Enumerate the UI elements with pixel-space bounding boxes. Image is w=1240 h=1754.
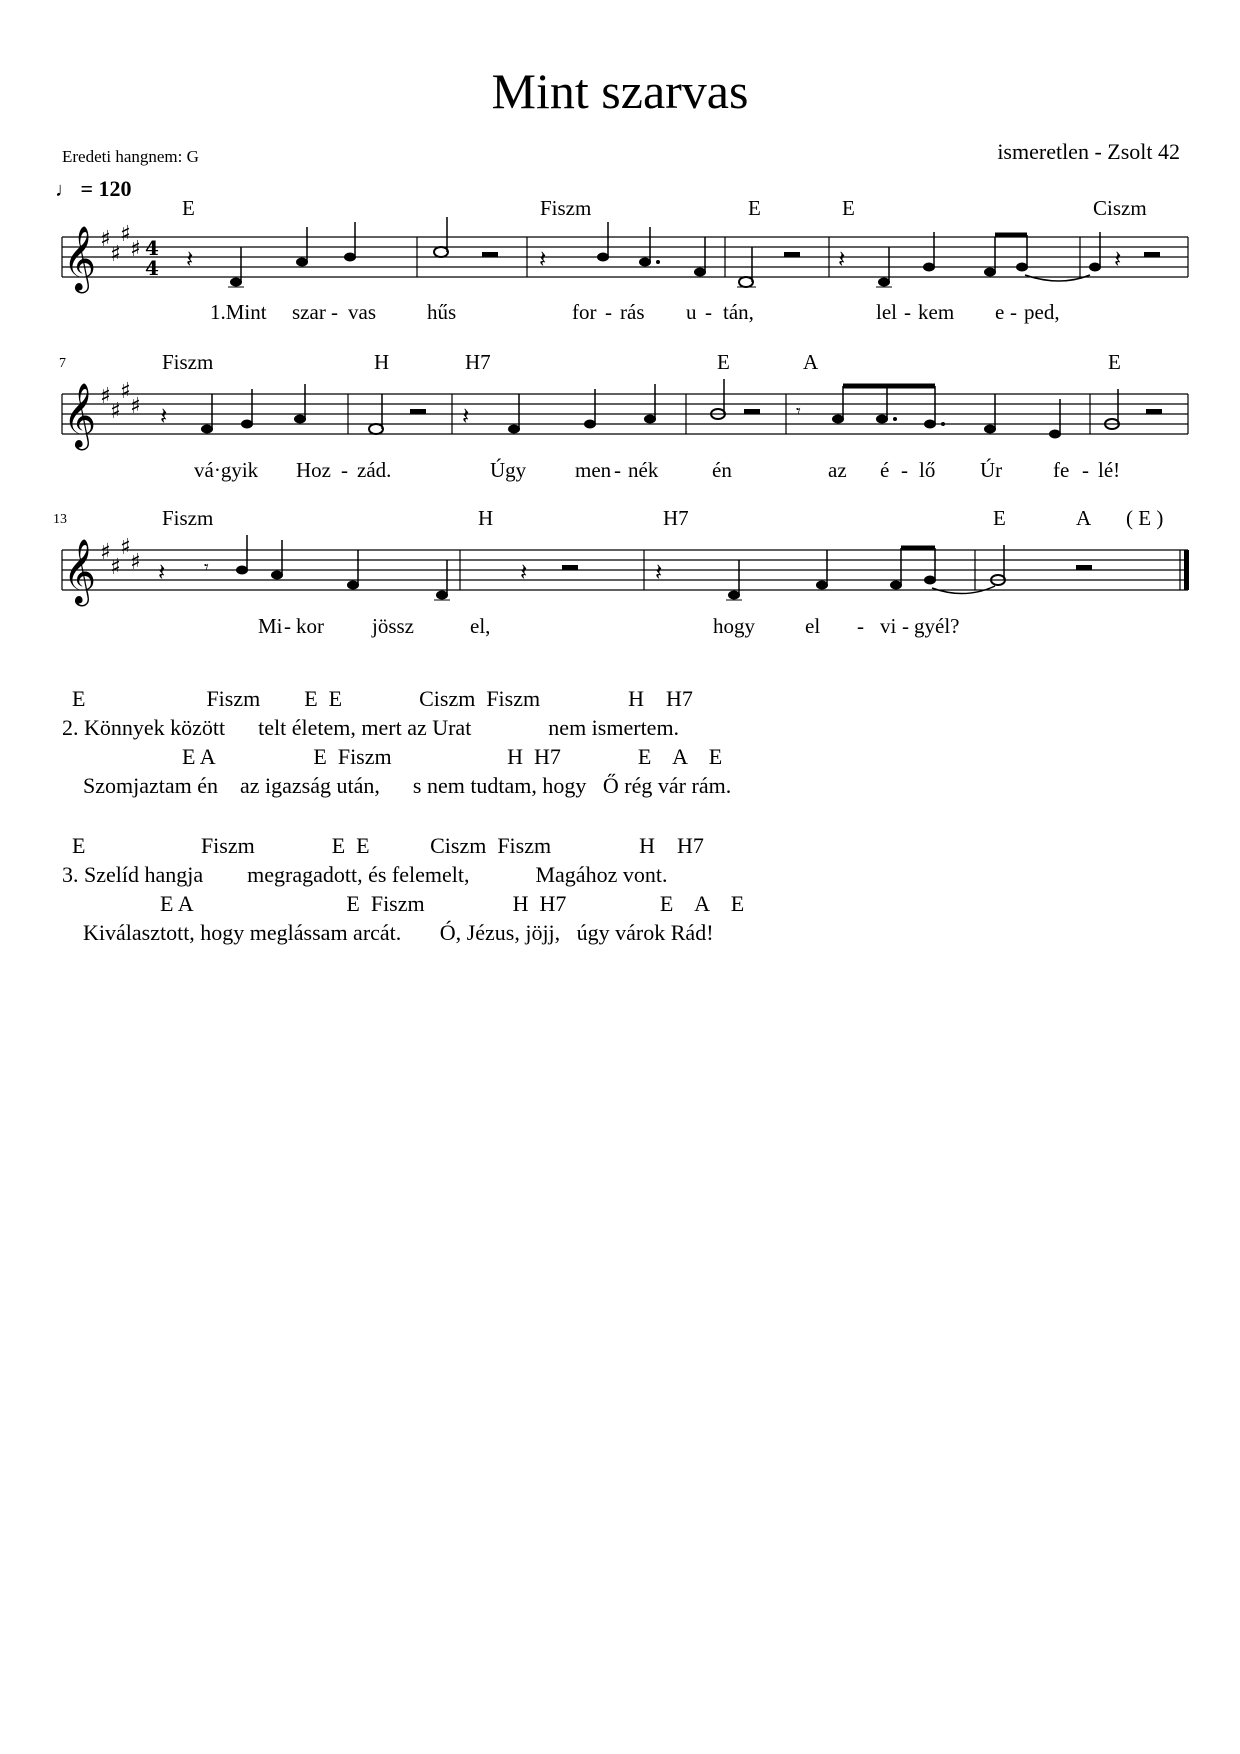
final-barline [1184,550,1189,590]
lyric-row [0,458,1240,488]
key-signature-sharps [100,379,141,424]
svg-text:♯: ♯ [130,237,141,262]
svg-text:♯: ♯ [110,555,121,580]
lyric-syllable: men [575,458,612,482]
svg-text:𝄽: 𝄽 [520,558,528,586]
svg-text:♯: ♯ [120,379,131,404]
lyric-syllable: lé! [1098,458,1121,482]
lyric-hyphen: - [341,458,348,482]
lyric-syllable: Úr [980,458,1003,482]
verse-chord-line: E A E Fiszm H H7 E A E [72,744,723,769]
lyric-syllable: az [828,458,847,482]
lyric-hyphen: - [284,614,291,638]
verse-chord-line: E Fiszm E E Ciszm Fiszm H H7 [72,833,704,858]
svg-text:♯: ♯ [120,222,131,247]
chord-symbol: H7 [465,350,491,374]
lyric-syllable: u [686,300,697,324]
tempo-value: = 120 [80,176,132,201]
lyric-syllable: for [572,300,597,324]
lyric-hyphen: - [857,614,864,638]
lyric-hyphen: - [1082,458,1089,482]
lyric-hyphen: - [614,458,621,482]
chord-symbol: H7 [663,506,689,530]
verse-lyric-line: 3. Szelíd hangja megragadott, és felemelt, Magához vont. [62,862,668,887]
lyric-row [0,614,1240,644]
svg-text:♯: ♯ [120,535,131,560]
lyric-hyphen: - [1010,300,1017,324]
key-signature-sharps [100,535,141,580]
lyric-syllable: jössz [372,614,414,638]
svg-text:𝄽: 𝄽 [655,558,663,586]
chord-symbol: E [748,196,761,220]
lyric-syllable: gyél? [914,614,960,638]
lyric-syllable: 1.Mint [210,300,267,324]
svg-text:𝄽: 𝄽 [1114,245,1122,273]
chord-symbol: Fiszm [162,506,214,530]
lyric-syllable: én [712,458,732,482]
svg-text:4: 4 [145,256,159,280]
chord-symbol: E [1108,350,1121,374]
staff-1 [0,215,1240,305]
svg-text:♯: ♯ [100,540,111,565]
lyric-syllable: el, [470,614,491,638]
staff-2 [0,372,1240,462]
svg-text:𝄽: 𝄽 [462,402,470,430]
chord-symbol: E [182,196,195,220]
lyric-syllable: kor [296,614,324,638]
lyric-syllable: ped, [1024,300,1060,324]
treble-clef-icon: 𝄞 [63,226,97,291]
lyric-hyphen: - [331,300,338,324]
chord-symbol: Ciszm [1093,196,1147,220]
svg-text:♯: ♯ [100,227,111,252]
svg-text:𝄽: 𝄽 [158,558,166,586]
song-title: Mint szarvas [491,63,749,119]
lyric-syllable: hűs [427,300,457,324]
notes [160,379,1162,439]
lyric-row [0,300,1240,330]
key-signature-sharps [100,222,141,267]
treble-clef-icon: 𝄞 [63,383,97,448]
lyric-syllable: nék [628,458,659,482]
lyric-syllable: hogy [713,614,755,638]
chord-symbol: E [717,350,730,374]
verse-chord-line: E Fiszm E E Ciszm Fiszm H H7 [72,686,693,711]
chord-symbol: ( E ) [1126,506,1164,530]
lyric-hyphen: - [902,614,909,638]
lyric-syllable: fe [1053,458,1070,482]
svg-text:𝄽: 𝄽 [186,245,194,273]
svg-text:4: 4 [145,236,159,260]
chord-symbol: H [374,350,390,374]
lyric-syllable: lel [876,300,897,324]
original-key: Eredeti hangnem: G [62,147,199,166]
lyric-syllable: Hoz [296,458,331,482]
svg-text:♯: ♯ [130,394,141,419]
svg-text:𝄽: 𝄽 [539,245,547,273]
verse-lyric-line: Szomjaztam én az igazság után, s nem tudtam, hogy Ő rég vár rám. [72,773,732,798]
lyric-syllable: szar [292,300,326,324]
quarter-note-icon: ♩ [55,179,75,201]
chord-symbol: A [1076,506,1092,530]
verse-chord-line: E A E Fiszm H H7 E A E [72,891,745,916]
lyric-syllable: é [880,458,890,482]
lyric-syllable: vi [880,614,897,638]
verse-lyric-line: 2. Könnyek között telt életem, mert az Urat nem ismertem. [62,715,680,740]
lyric-syllable: Mi [258,614,283,638]
lyric-syllable: tán, [723,300,754,324]
svg-text:♯: ♯ [110,399,121,424]
svg-text:♯: ♯ [110,242,121,267]
svg-text:𝄾: 𝄾 [796,401,801,422]
lyric-syllable: Úgy [490,458,527,482]
svg-text:♯: ♯ [130,550,141,575]
lyric-hyphen: - [605,300,612,324]
treble-clef-icon: 𝄞 [63,539,97,604]
svg-text:𝄽: 𝄽 [838,245,846,273]
svg-text:𝄽: 𝄽 [160,402,168,430]
staff-3 [0,528,1240,618]
measure-number: 13 [53,512,67,527]
lyric-syllable: vas [348,300,376,324]
svg-text:𝄾: 𝄾 [204,557,209,578]
lyric-hyphen: - [904,300,911,324]
chord-symbol: Fiszm [162,350,214,374]
lyric-syllable: rás [620,300,645,324]
verse-lyric-line: Kiválasztott, hogy meglássam arcát. Ó, Jézus, jöjj, úgy várok Rád! [72,920,714,945]
chord-symbol: E [993,506,1006,530]
lyric-hyphen: - [705,300,712,324]
composer: ismeretlen - Zsolt 42 [997,139,1180,164]
lyric-syllable: el [805,614,821,638]
chord-symbol: Fiszm [540,196,592,220]
lyric-hyphen: - [901,458,908,482]
lyric-syllable: vá·gyik [194,458,259,482]
chord-symbol: E [842,196,855,220]
lyric-syllable: e [995,300,1005,324]
svg-text:♯: ♯ [100,384,111,409]
measure-number: 7 [59,356,66,371]
chord-symbol: H [478,506,494,530]
lyric-syllable: zád. [357,458,392,482]
lyric-syllable: kem [918,300,955,324]
chord-symbol: A [803,350,819,374]
lyric-syllable: lő [919,458,936,482]
